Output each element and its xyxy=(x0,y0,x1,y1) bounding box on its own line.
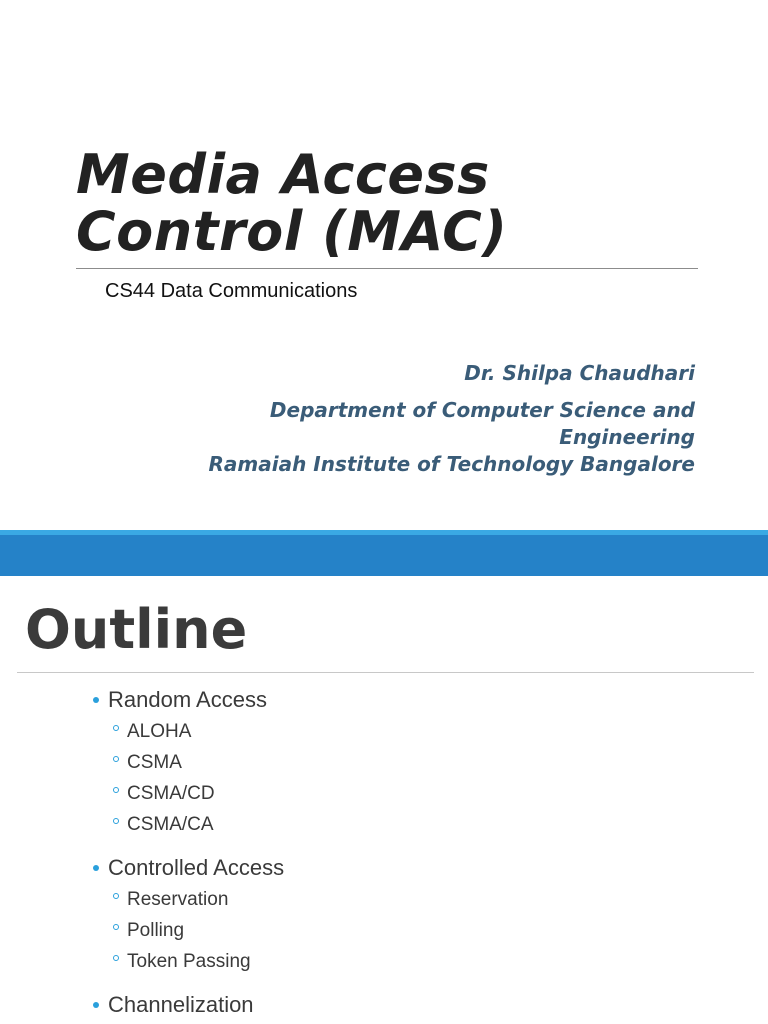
outline-section xyxy=(93,991,284,1019)
bullet-ring-icon xyxy=(113,818,119,824)
slide-separator xyxy=(0,530,768,576)
outline-section-label: Channelization xyxy=(108,992,254,1017)
outline-sub-item-label: CSMA/CD xyxy=(127,783,215,804)
outline-section-label: Random Access xyxy=(108,687,267,712)
outline-sub-item-label: Polling xyxy=(127,920,185,941)
outline-section-row xyxy=(93,854,284,882)
outline-sub-item xyxy=(113,716,284,747)
course-subtitle: CS44 Data Communications xyxy=(105,280,358,302)
institute-name: Ramaiah Institute of Technology Bangalore xyxy=(208,452,695,476)
outline-sub-item xyxy=(113,946,284,977)
author-name: Dr. Shilpa Chaudhari xyxy=(464,361,695,385)
outline-sub-item-label: Reservation xyxy=(127,889,229,910)
outline-sub-item xyxy=(113,915,284,946)
bullet-ring-icon xyxy=(113,893,119,899)
bullet-dot-icon xyxy=(93,1002,99,1008)
bullet-ring-icon xyxy=(113,756,119,762)
outline-sub-item xyxy=(113,778,284,809)
outline-divider xyxy=(17,672,754,673)
bullet-ring-icon xyxy=(113,725,119,731)
outline-sub-item xyxy=(113,809,284,840)
outline-section-row xyxy=(93,991,284,1019)
title-line-2: Control (MAC) xyxy=(76,200,508,263)
outline-sub-item-label: ALOHA xyxy=(127,721,192,742)
outline-sub-item xyxy=(113,884,284,915)
department-line-2: Engineering xyxy=(559,425,695,449)
outline-sub-item xyxy=(113,747,284,778)
outline-sub-item-label: CSMA/CA xyxy=(127,814,214,835)
bullet-ring-icon xyxy=(113,955,119,961)
title-line-1: Media Access xyxy=(76,143,490,206)
outline-sub-list xyxy=(113,884,284,977)
outline-section-label: Controlled Access xyxy=(108,855,285,880)
presentation-title xyxy=(76,143,716,263)
bullet-dot-icon xyxy=(93,697,99,703)
outline-section xyxy=(93,686,284,840)
outline-sub-list xyxy=(113,716,284,840)
bullet-ring-icon xyxy=(113,787,119,793)
outline-title: Outline xyxy=(25,598,248,661)
outline-slide xyxy=(0,576,768,1024)
author-block xyxy=(55,360,695,478)
outline-section xyxy=(93,854,284,977)
author-affiliation xyxy=(55,397,695,478)
department-line-1: Department of Computer Science and xyxy=(269,398,695,422)
outline-sub-item-label: Token Passing xyxy=(127,951,251,972)
outline-list xyxy=(93,686,284,1024)
outline-sub-item-label: CSMA xyxy=(127,752,182,773)
outline-section-row xyxy=(93,686,284,714)
bullet-ring-icon xyxy=(113,924,119,930)
title-divider xyxy=(76,268,698,269)
bullet-dot-icon xyxy=(93,865,99,871)
